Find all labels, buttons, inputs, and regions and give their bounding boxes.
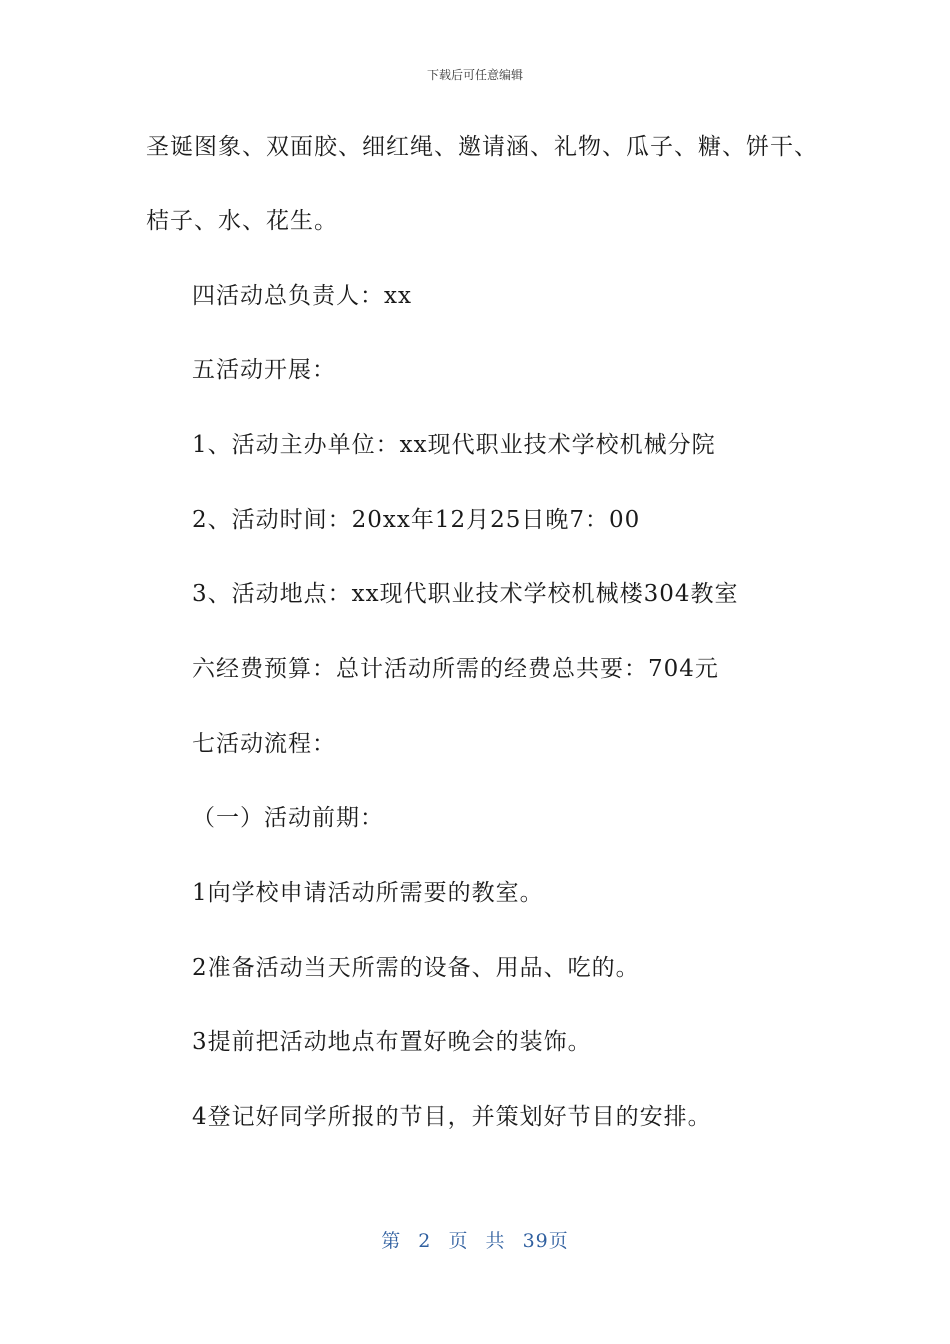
body-line-2: 桔子、水、花生。 — [146, 208, 338, 234]
body-line-3: 四活动总负责人：xx — [192, 283, 412, 309]
body-line-8: 六经费预算：总计活动所需的经费总共要：704元 — [192, 656, 719, 682]
body-line-6: 2、活动时间：20xx年12月25日晚7：00 — [192, 507, 641, 533]
body-line-13: 3提前把活动地点布置好晚会的装饰。 — [192, 1029, 592, 1055]
body-line-7: 3、活动地点：xx现代职业技术学校机械楼304教室 — [192, 581, 739, 607]
page-header-note: 下载后可任意编辑 — [426, 68, 523, 82]
body-line-9: 七活动流程： — [192, 731, 336, 757]
body-line-5: 1、活动主办单位：xx现代职业技术学校机械分院 — [192, 432, 716, 458]
body-line-4: 五活动开展： — [192, 357, 336, 383]
footer-total-pages: 39页 — [522, 1230, 569, 1252]
body-line-14: 4登记好同学所报的节目，并策划好节目的安排。 — [192, 1104, 712, 1130]
body-line-10: （一）活动前期： — [192, 805, 384, 831]
footer-page-word: 页 — [448, 1230, 469, 1252]
body-line-1: 圣诞图象、双面胶、细红绳、邀请涵、礼物、瓜子、糖、饼干、 — [146, 134, 818, 160]
page-footer — [0, 1226, 950, 1253]
footer-prefix: 第 — [381, 1230, 402, 1252]
footer-total-word: 共 — [485, 1230, 506, 1252]
footer-current-page: 2 — [418, 1230, 432, 1252]
body-line-12: 2准备活动当天所需的设备、用品、吃的。 — [192, 955, 640, 981]
body-line-11: 1向学校申请活动所需要的教室。 — [192, 880, 544, 906]
